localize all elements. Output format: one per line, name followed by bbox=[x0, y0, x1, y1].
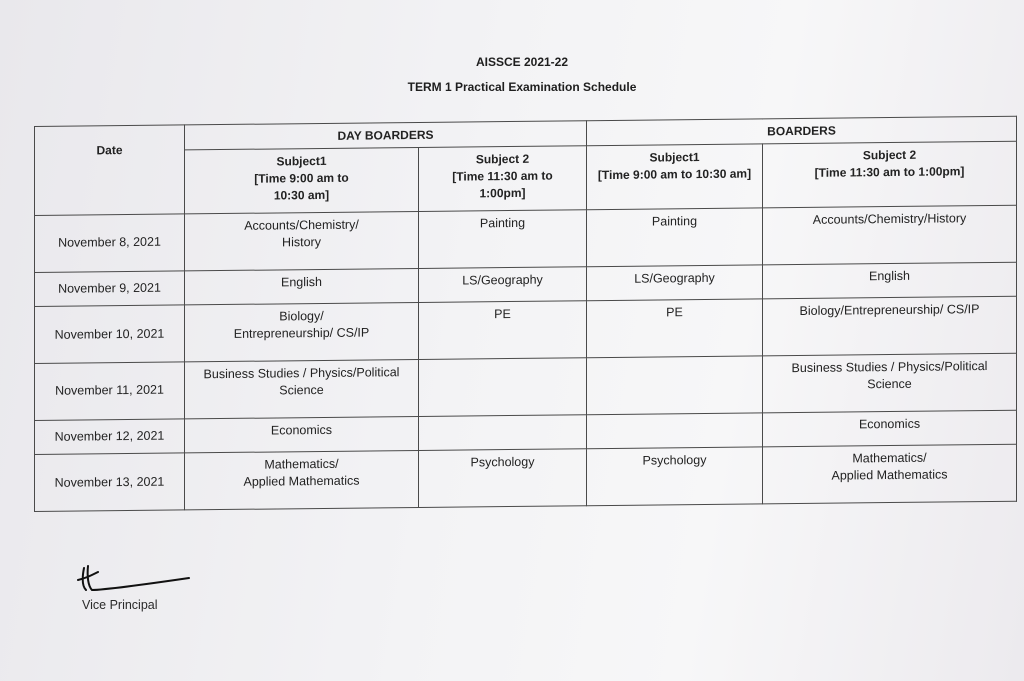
signature-image bbox=[74, 560, 204, 600]
column-subject-label: Subject 2 bbox=[475, 151, 530, 167]
cell-text: Business Studies / Physics/Political bbox=[791, 358, 988, 376]
cell-text: Biology/Entrepreneurship/ CS/IP bbox=[799, 302, 980, 319]
table-row bbox=[35, 444, 1017, 511]
cell-text: Accounts/Chemistry/ bbox=[244, 217, 359, 233]
day-subject2-cell bbox=[419, 267, 587, 303]
cell-text bbox=[593, 417, 756, 419]
date-cell bbox=[35, 214, 185, 272]
day-subject1-cell bbox=[185, 268, 419, 305]
cell-text: Painting bbox=[651, 214, 698, 229]
boarders-subject2-cell bbox=[763, 205, 1017, 264]
column-header-day-subject1 bbox=[185, 147, 419, 213]
group-label: BOARDERS bbox=[767, 123, 836, 138]
cell-text: November 13, 2021 bbox=[54, 474, 165, 490]
cell-text: Mathematics/ bbox=[264, 456, 339, 472]
cell-text: Biology/ bbox=[279, 309, 324, 324]
cell-text: Science bbox=[279, 382, 324, 398]
cell-text: Mathematics/ bbox=[852, 450, 927, 466]
cell-text: November 9, 2021 bbox=[58, 280, 161, 296]
column-time-label: [Time 9:00 am to bbox=[254, 170, 349, 186]
cell-text: Painting bbox=[479, 215, 526, 231]
day-subject1-cell bbox=[185, 451, 419, 510]
boarders-subject2-cell bbox=[763, 353, 1017, 412]
boarders-subject1-cell bbox=[587, 356, 763, 415]
table-row bbox=[35, 353, 1017, 420]
cell-text: November 11, 2021 bbox=[55, 383, 164, 399]
day-subject1-cell bbox=[185, 416, 419, 453]
boarders-subject1-cell bbox=[587, 447, 763, 506]
boarders-subject1-cell bbox=[587, 265, 763, 301]
cell-text: Accounts/Chemistry/History bbox=[812, 211, 967, 227]
day-subject2-cell bbox=[419, 301, 587, 360]
cell-text: November 8, 2021 bbox=[58, 235, 161, 251]
cell-text: November 10, 2021 bbox=[54, 326, 165, 342]
column-header-boarders-subject2 bbox=[763, 141, 1017, 208]
cell-text: Science bbox=[867, 376, 912, 392]
cell-text bbox=[593, 360, 756, 362]
day-subject2-cell bbox=[419, 210, 587, 269]
column-subject-label: Subject1 bbox=[649, 150, 700, 165]
cell-text: Entrepreneurship/ CS/IP bbox=[233, 325, 370, 342]
column-time-label: [Time 9:00 am to 10:30 am] bbox=[597, 166, 752, 183]
day-subject2-cell bbox=[419, 358, 587, 417]
date-cell bbox=[35, 453, 185, 511]
boarders-subject1-cell bbox=[587, 208, 763, 267]
cell-text: Applied Mathematics bbox=[243, 473, 360, 489]
column-time-label: 10:30 am] bbox=[273, 187, 330, 203]
column-header-day-subject2 bbox=[419, 146, 587, 212]
cell-text: November 12, 2021 bbox=[54, 428, 165, 444]
boarders-subject2-cell bbox=[763, 410, 1017, 447]
cell-text: PE bbox=[666, 305, 683, 320]
column-time-label: [Time 11:30 am to 1:00pm] bbox=[814, 164, 965, 180]
column-time-label: 1:00pm] bbox=[479, 185, 526, 201]
cell-text: English bbox=[281, 274, 322, 290]
day-subject1-cell bbox=[185, 211, 419, 270]
cell-text: Psychology bbox=[642, 453, 707, 468]
cell-text bbox=[425, 362, 580, 364]
column-subject-label: Subject1 bbox=[276, 153, 327, 169]
table-row bbox=[35, 296, 1017, 363]
cell-text: Economics bbox=[270, 422, 333, 438]
date-column-header bbox=[35, 125, 185, 216]
date-cell bbox=[35, 271, 185, 307]
document-title: AISSCE 2021-22 bbox=[475, 55, 569, 69]
cell-text: Business Studies / Physics/Political bbox=[203, 365, 400, 382]
column-header-boarders-subject1 bbox=[587, 144, 763, 210]
group-label: DAY BOARDERS bbox=[337, 127, 434, 143]
signatory-title: Vice Principal bbox=[82, 598, 158, 612]
date-cell bbox=[35, 419, 185, 455]
boarders-subject1-cell bbox=[587, 299, 763, 358]
cell-text: Psychology bbox=[470, 454, 535, 470]
day-subject2-cell bbox=[419, 449, 587, 508]
column-subject-label: Subject 2 bbox=[862, 147, 917, 163]
cell-text: History bbox=[282, 234, 321, 250]
cell-text: PE bbox=[494, 307, 511, 322]
table-row bbox=[35, 205, 1017, 272]
cell-text: LS/Geography bbox=[634, 270, 715, 286]
boarders-subject1-cell bbox=[587, 413, 763, 449]
day-subject1-cell bbox=[185, 303, 419, 362]
column-time-label: [Time 11:30 am to bbox=[452, 168, 553, 184]
boarders-subject2-cell bbox=[763, 444, 1017, 504]
schedule-table bbox=[34, 116, 1017, 512]
cell-text bbox=[425, 419, 580, 421]
document-subtitle: TERM 1 Practical Examination Schedule bbox=[407, 80, 637, 94]
boarders-subject2-cell bbox=[763, 296, 1017, 355]
date-cell bbox=[35, 305, 185, 363]
cell-text: Economics bbox=[858, 416, 921, 432]
date-header-label: Date bbox=[96, 143, 123, 158]
cell-text: LS/Geography bbox=[462, 272, 543, 288]
day-subject1-cell bbox=[185, 359, 419, 418]
cell-text: English bbox=[869, 268, 910, 284]
boarders-subject2-cell bbox=[763, 262, 1017, 299]
cell-text: Applied Mathematics bbox=[831, 467, 948, 483]
date-cell bbox=[35, 362, 185, 420]
day-subject2-cell bbox=[419, 414, 587, 450]
schedule-table-wrapper bbox=[34, 116, 1016, 512]
